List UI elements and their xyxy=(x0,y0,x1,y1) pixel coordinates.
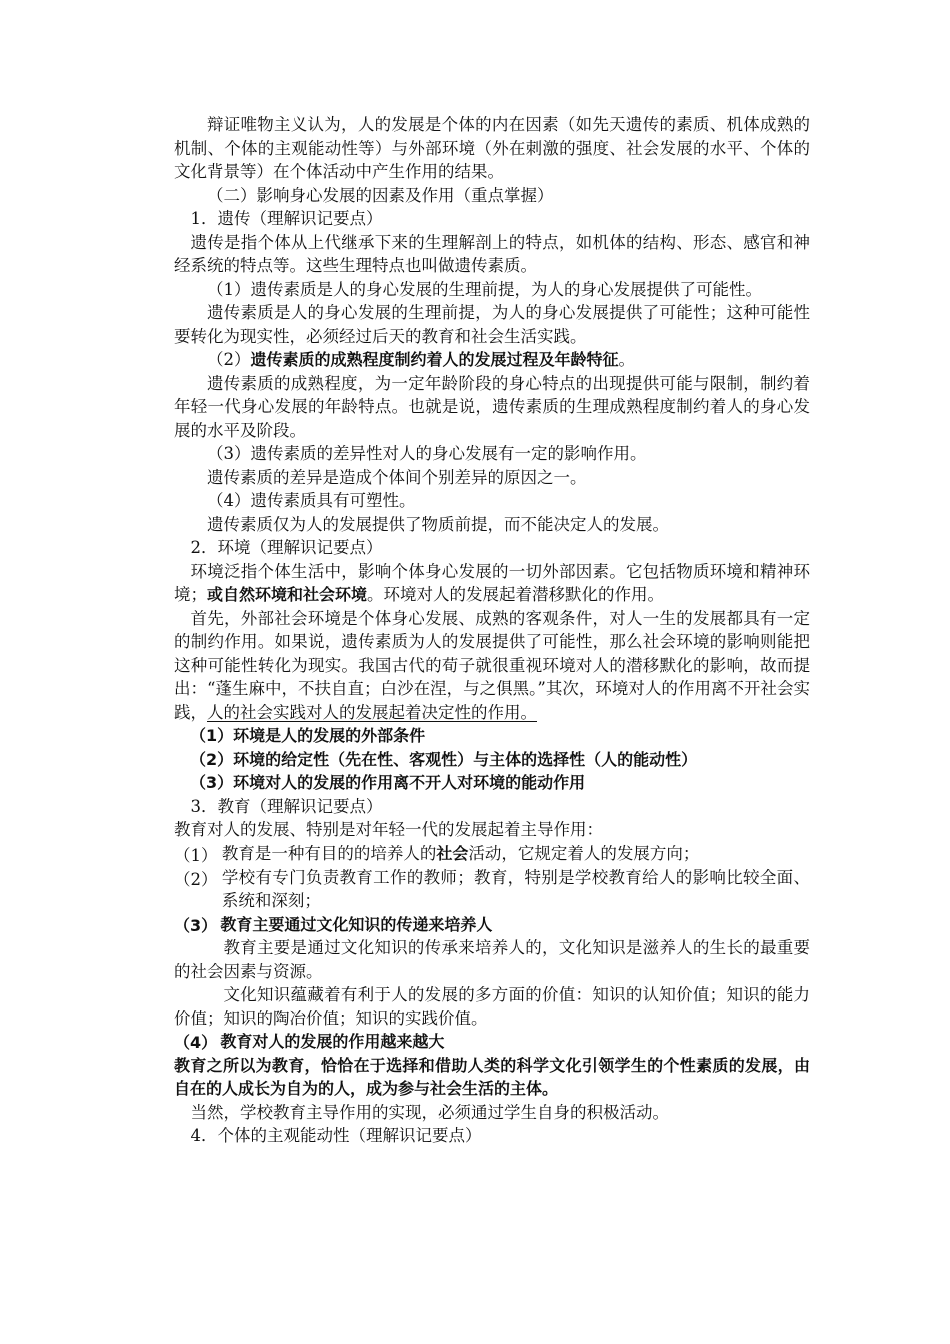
education-item-3-number: （3） xyxy=(174,915,218,935)
heading-education: 3．教育（理解识记要点） xyxy=(190,796,383,816)
environment-1-bold: 或自然环境和社会环境 xyxy=(207,585,368,604)
education-item-1-text xyxy=(222,842,810,866)
paragraph-environment-1 xyxy=(174,560,810,607)
environment-2-underlined: 人的社会实践对人的发展起着决定性的作用。 xyxy=(207,702,537,722)
paragraph-heredity-3: 遗传素质的差异是造成个体间个别差异的原因之一。 xyxy=(207,467,587,487)
heading-heredity-1: （1）遗传素质是人的身心发展的生理前提，为人的身心发展提供了可能性。 xyxy=(207,279,762,299)
education-item-4-number: （4） xyxy=(174,1033,218,1052)
education-item-3 xyxy=(174,913,810,937)
paragraph-education: 教育对人的发展、特别是对年轻一代的发展起着主导作用： xyxy=(174,820,603,839)
paragraph-heredity-definition: 遗传是指个体从上代继承下来的生理解剖上的特点，如机体的结构、形态、感官和神经系统的特点等。这些生理特点也叫做遗传素质。 xyxy=(174,232,810,275)
education-item-1-text-b: 活动，它规定着人的发展方向； xyxy=(468,843,700,863)
education-item-2-number: （2） xyxy=(174,869,218,889)
paragraph-education-3-1: 教育主要是通过文化知识的传承来培养人的，文化知识是滋养人的生长的最重要的社会因素与资源。 xyxy=(174,938,810,981)
paragraph-education-4-2: 当然，学校教育主导作用的实现，必须通过学生自身的积极活动。 xyxy=(190,1102,669,1122)
heading-heredity: 1．遗传（理解识记要点） xyxy=(190,209,383,228)
heading-heredity-2 xyxy=(174,348,810,372)
document-body xyxy=(174,113,810,1148)
education-item-1-bold: 社会 xyxy=(436,843,469,863)
education-item-3-text: 教育主要通过文化知识的传递来培养人 xyxy=(220,914,493,934)
environment-1-text-a: 环境泛指个体生活中，影响个体身心发展的一切外部因素。它包括物质环境和精神环境； xyxy=(174,561,810,604)
education-item-1 xyxy=(174,842,810,866)
paragraph-education-4-bold: 教育之所以为教育，恰恰在于选择和借助人类的科学文化引领学生的个性素质的发展，由自在的人成长为自为的人，成为参与社会生活的主体。 xyxy=(174,1055,810,1098)
paragraph-environment-2 xyxy=(174,607,810,725)
heading-environment-3: （3）环境对人的发展的作用离不开人对环境的能动作用 xyxy=(190,773,586,792)
section-heading-factors: （二）影响身心发展的因素及作用（重点掌握） xyxy=(207,185,554,205)
paragraph-heredity-4: 遗传素质仅为人的发展提供了物质前提，而不能决定人的发展。 xyxy=(207,514,669,534)
heading-heredity-3: （3）遗传素质的差异性对人的身心发展有一定的影响作用。 xyxy=(207,444,647,463)
heading-environment-1: （1）环境是人的发展的外部条件 xyxy=(190,726,426,745)
paragraph-heredity-2: 遗传素质的成熟程度，为一定年龄阶段的身心特点的出现提供可能与限制，制约着年轻一代身心发展的年龄特点。也就是说，遗传素质的生理成熟程度制约着人的身心发展的水平及阶段。 xyxy=(174,373,810,440)
education-item-1-number: （1） xyxy=(174,845,218,865)
education-item-2 xyxy=(174,866,810,913)
heading-environment-2: （2）环境的给定性（先在性、客观性）与主体的选择性（人的能动性） xyxy=(190,749,698,769)
environment-1-text-b: 。环境对人的发展起着潜移默化的作用。 xyxy=(367,585,665,604)
education-item-4 xyxy=(174,1030,810,1054)
education-item-1-text-a: 教育是一种有目的的培养人的 xyxy=(221,843,437,863)
education-item-4-text: 教育对人的发展的作用越来越大 xyxy=(220,1032,445,1051)
education-item-2-text: 学校有专门负责教育工作的教师；教育，特别是学校教育给人的影响比较全面、系统和深刻； xyxy=(221,867,810,910)
paragraph-heredity-1: 遗传素质是人的身心发展的生理前提，为人的身心发展提供了可能性；这种可能性要转化为现实性，必须经过后天的教育和社会生活实践。 xyxy=(174,303,810,346)
intro-paragraph: 辩证唯物主义认为，人的发展是个体的内在因素（如先天遗传的素质、机体成熟的机制、个体的主观能动性等）与外部环境（外在刺激的强度、社会发展的水平、个体的文化背景等）在个体活动中产生作用的结果。 xyxy=(174,115,810,181)
heading-heredity-2-bold: 遗传素质的成熟程度制约着人的发展过程及年龄特征 xyxy=(250,350,619,369)
heading-heredity-2-suffix: 。 xyxy=(618,350,636,369)
paragraph-education-3-2: 文化知识蕴藏着有利于人的发展的多方面的价值：知识的认知价值；知识的能力价值；知识的陶冶价值；知识的实践价值。 xyxy=(174,985,810,1028)
heading-heredity-4: （4）遗传素质具有可塑性。 xyxy=(207,491,416,510)
heading-environment: 2．环境（理解识记要点） xyxy=(190,538,383,557)
environment-2-text: 首先，外部社会环境是个体身心发展、成熟的客观条件，对人一生的发展都具有一定的制约作用。如果说，遗传素质为人的发展提供了可能性，那么社会环境的影响则能把这种可能性转化为现实。我国古代的荀子就很重视环境对人的潜移默化的影响，故而提出：“蓬生麻中，不扶自直；白沙在涅，与之俱黑。”其次，环境对人的作用离不开社会实践， xyxy=(174,608,810,722)
heading-heredity-2-number: （2） xyxy=(207,350,251,369)
heading-subjective-agency: 4．个体的主观能动性（理解识记要点） xyxy=(190,1126,482,1145)
